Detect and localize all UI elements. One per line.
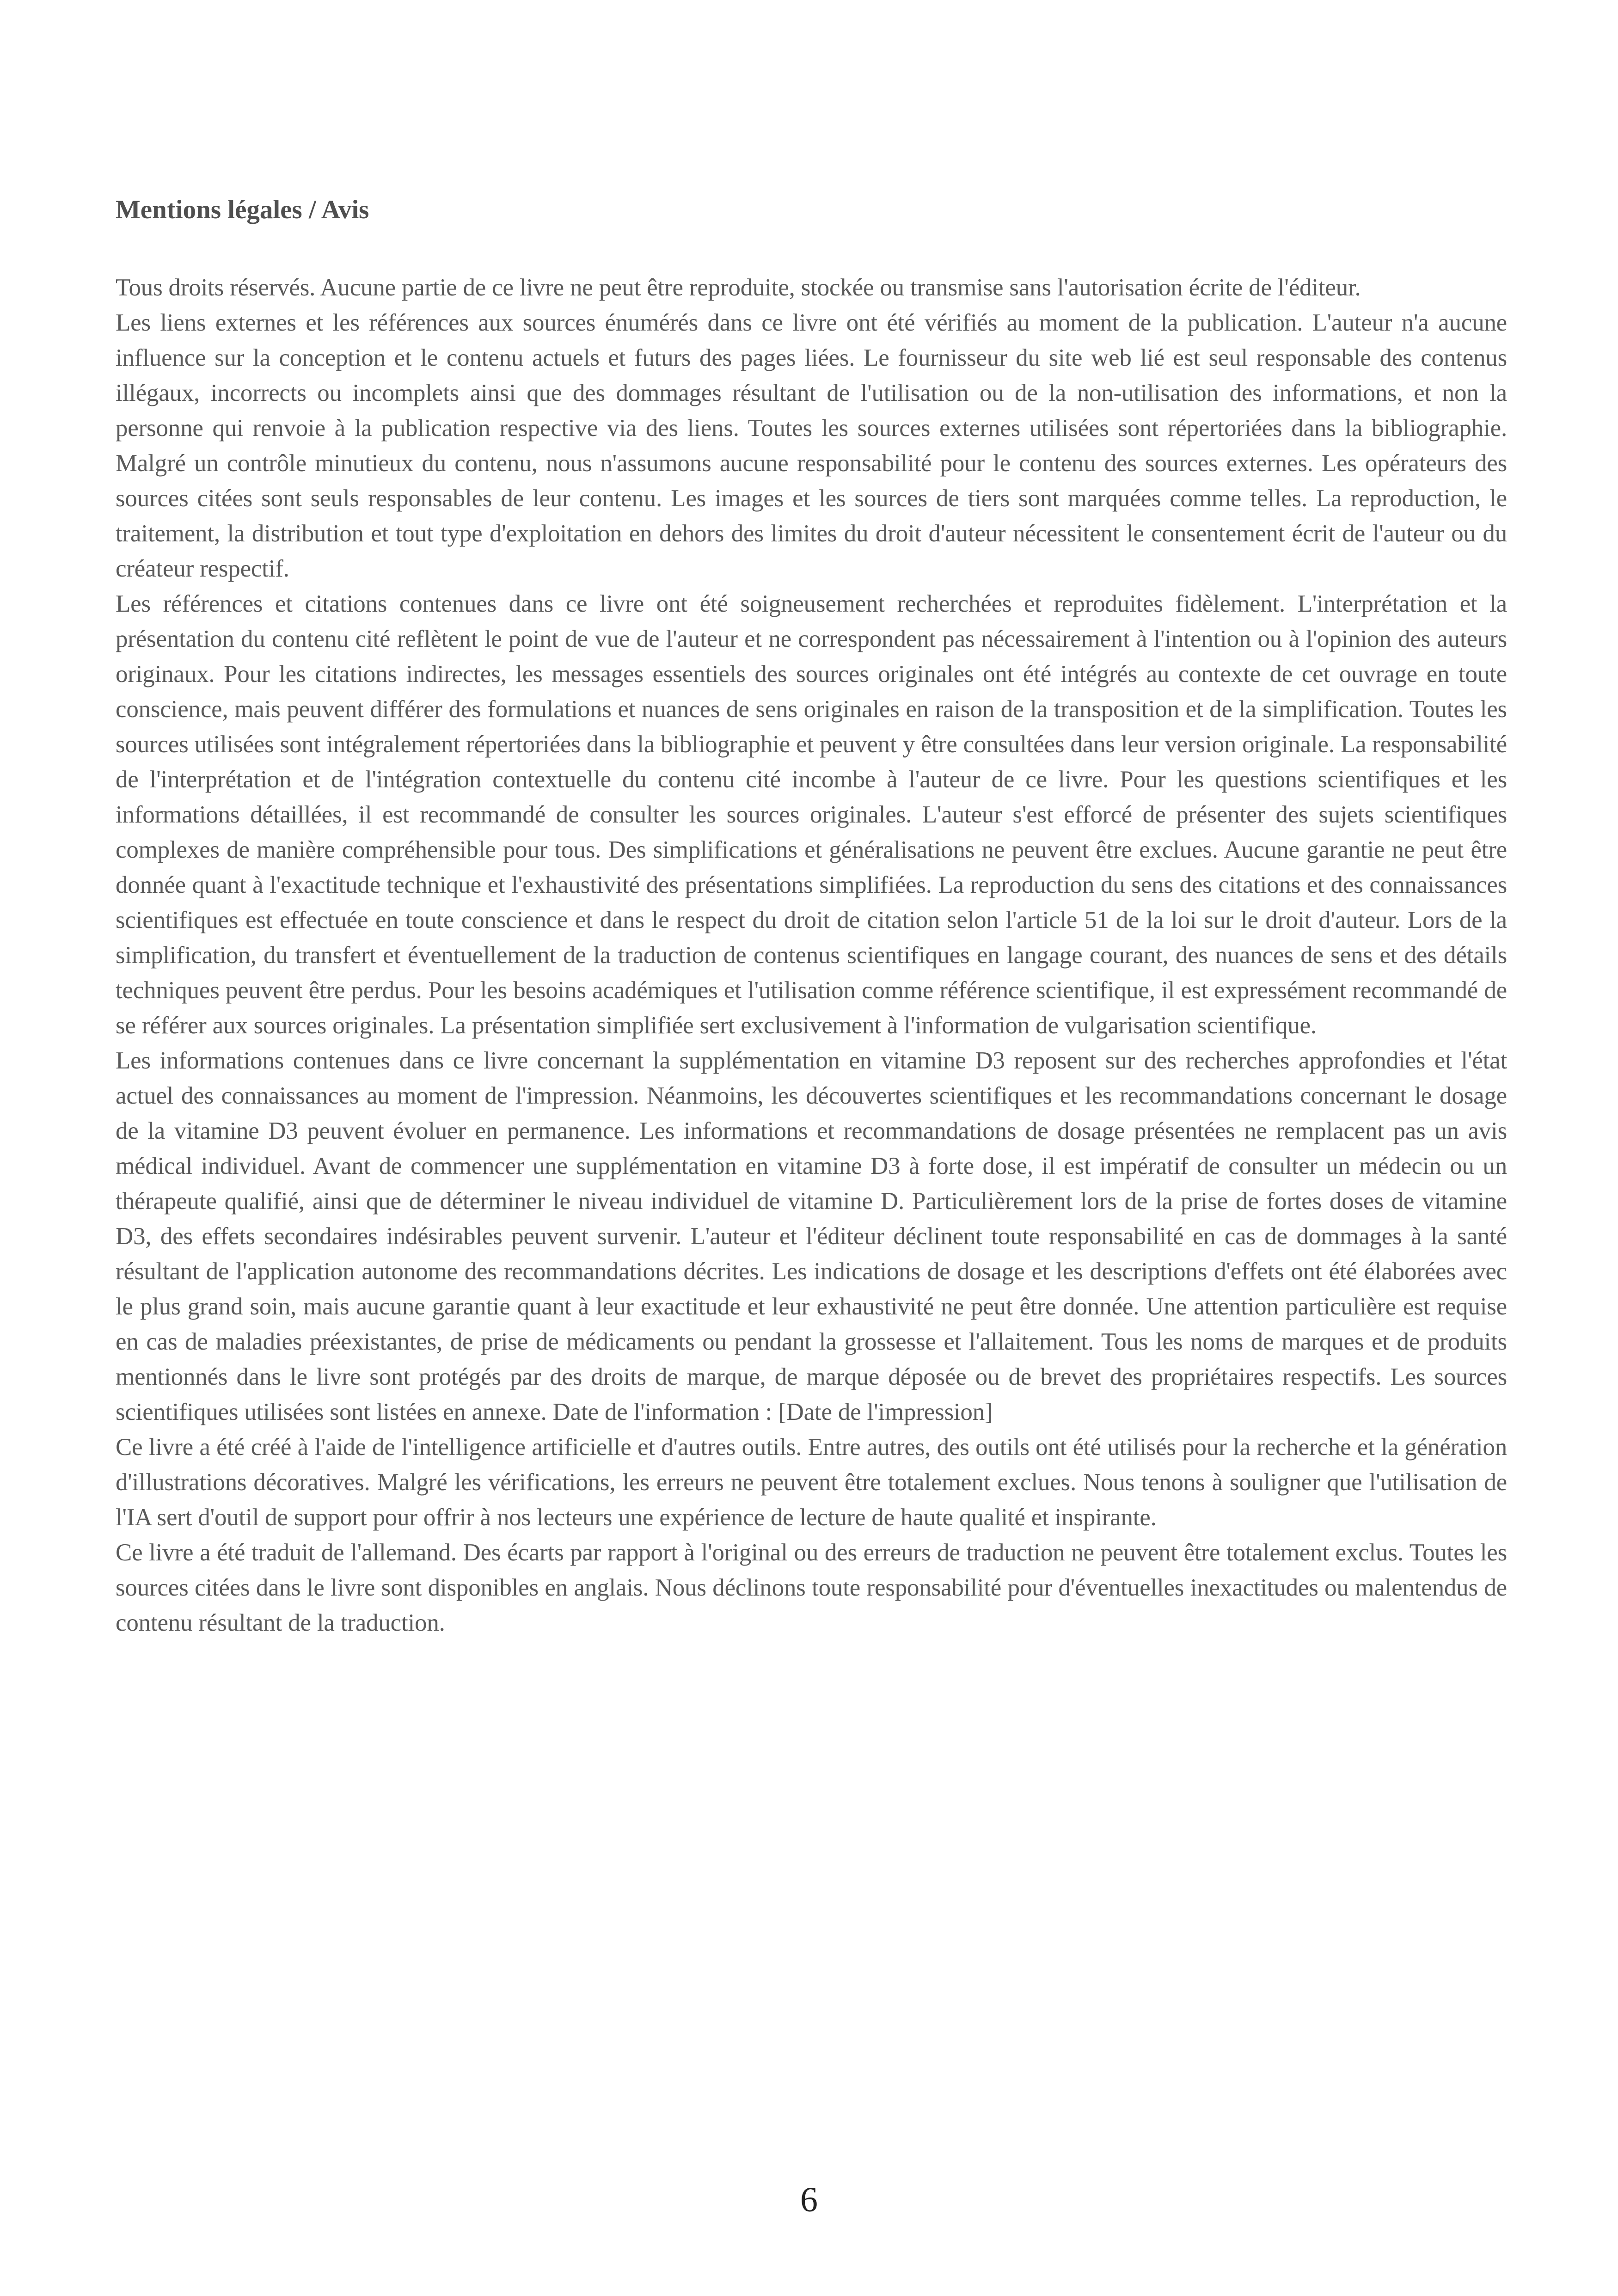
paragraph-citations: Les références et citations contenues dans ce livre ont été soigneusement recherchées et reproduites fidèlement. L'interprétation et la présentation du contenu cité reflètent le point de vue de l'auteur et ne correspondent pas nécessairement à l'intention ou à l'opinion des auteurs originaux. Pour les citations indirectes, les messages essentiels des sources originales ont été intégrés au contexte de cet ouvrage en toute conscience, mais peuvent différer des formulations et nuances de sens originales en raison de la transposition et de la simplification. Toutes les sources utilisées sont intégralement répertoriées dans la bibliographie et peuvent y être consultées dans leur version originale. La responsabilité de l'interprétation et de l'intégration contextuelle du contenu cité incombe à l'auteur de ce livre. Pour les questions scientifiques et les informations détaillées, il est recommandé de consulter les sources originales. L'auteur s'est efforcé de présenter des sujets scientifiques complexes de manière compréhensible pour tous. Des simplifications et généralisations ne peuvent être exclues. Aucune garantie ne peut être donnée quant à l'exactitude technique et l'exhaustivité des présentations simplifiées. La reproduction du sens des citations et des connaissances scientifiques est effectuée en toute conscience et dans le respect du droit de citation selon l'article 51 de la loi sur le droit d'auteur. Lors de la simplification, du transfert et éventuellement de la traduction de contenus scientifiques en langage courant, des nuances de sens et des détails techniques peuvent être perdus. Pour les besoins académiques et l'utilisation comme référence scientifique, il est expressément recommandé de se référer aux sources originales. La présentation simplifiée sert exclusivement à l'information de vulgarisation scientifique. xyxy=(116,590,1507,1039)
paragraph-external-links: Les liens externes et les références aux sources énumérés dans ce livre ont été vérifiés au moment de la publication. L'auteur n'a aucune influence sur la conception et le contenu actuels et futurs des pages liées. Le fournisseur du site web lié est seul responsable des contenus illégaux, incorrects ou incomplets ainsi que des dommages résultant de l'utilisation ou de la non-utilisation des informations, et non la personne qui renvoie à la publication respective via des liens. Toutes les sources externes utilisées sont répertoriées dans la bibliographie. Malgré un contrôle minutieux du contenu, nous n'assumons aucune responsabilité pour le contenu des sources externes. Les opérateurs des sources citées sont seuls responsables de leur contenu. Les images et les sources de tiers sont marquées comme telles. La reproduction, le traitement, la distribution et tout type d'exploitation en dehors des limites du droit d'auteur nécessitent le consentement écrit de l'auteur ou du créateur respectif. xyxy=(116,309,1507,583)
paragraph-medical-disclaimer: Les informations contenues dans ce livre concernant la supplémentation en vitamine D3 reposent sur des recherches approfondies et l'état actuel des connaissances au moment de l'impression. Néanmoins, les découvertes scientifiques et les recommandations concernant le dosage de la vitamine D3 peuvent évoluer en permanence. Les informations et recommandations de dosage présentées ne remplacent pas un avis médical individuel. Avant de commencer une supplémentation en vitamine D3 à forte dose, il est impératif de consulter un médecin ou un thérapeute qualifié, ainsi que de déterminer le niveau individuel de vitamine D. Particulièrement lors de la prise de fortes doses de vitamine D3, des effets secondaires indésirables peuvent survenir. L'auteur et l'éditeur déclinent toute responsabilité en cas de dommages à la santé résultant de l'application autonome des recommandations décrites. Les indications de dosage et les descriptions d'effets ont été élaborées avec le plus grand soin, mais aucune garantie quant à leur exactitude et leur exhaustivité ne peut être donnée. Une attention particulière est requise en cas de maladies préexistantes, de prise de médicaments ou pendant la grossesse et l'allaitement. Tous les noms de marques et de produits mentionnés dans le livre sont protégés par des droits de marque, de marque déposée ou de brevet des propriétaires respectifs. Les sources scientifiques utilisées sont listées en annexe. Date de l'information : [Date de l'impression] xyxy=(116,1047,1507,1426)
page-number: 6 xyxy=(800,2180,818,2219)
paragraph-translation-notice: Ce livre a été traduit de l'allemand. Des écarts par rapport à l'original ou des erreurs de traduction ne peuvent être totalement exclus. Toutes les sources citées dans le livre sont disponibles en anglais. Nous déclinons toute responsabilité pour d'éventuelles inexactitudes ou malentendus de contenu résultant de la traduction. xyxy=(116,1539,1507,1637)
paragraph-copyright: Tous droits réservés. Aucune partie de ce livre ne peut être reproduite, stockée ou transmise sans l'autorisation écrite de l'éditeur. xyxy=(116,274,1361,301)
document-page xyxy=(116,194,1507,1640)
page-title: Mentions légales / Avis xyxy=(116,195,369,224)
paragraph-ai-notice: Ce livre a été créé à l'aide de l'intelligence artificielle et d'autres outils. Entre autres, des outils ont été utilisés pour la recherche et la génération d'illustrations décoratives. Malgré les vérifications, les erreurs ne peuvent être totalement exclues. Nous tenons à souligner que l'utilisation de l'IA sert d'outil de support pour offrir à nos lecteurs une expérience de lecture de haute qualité et inspirante. xyxy=(116,1434,1507,1531)
